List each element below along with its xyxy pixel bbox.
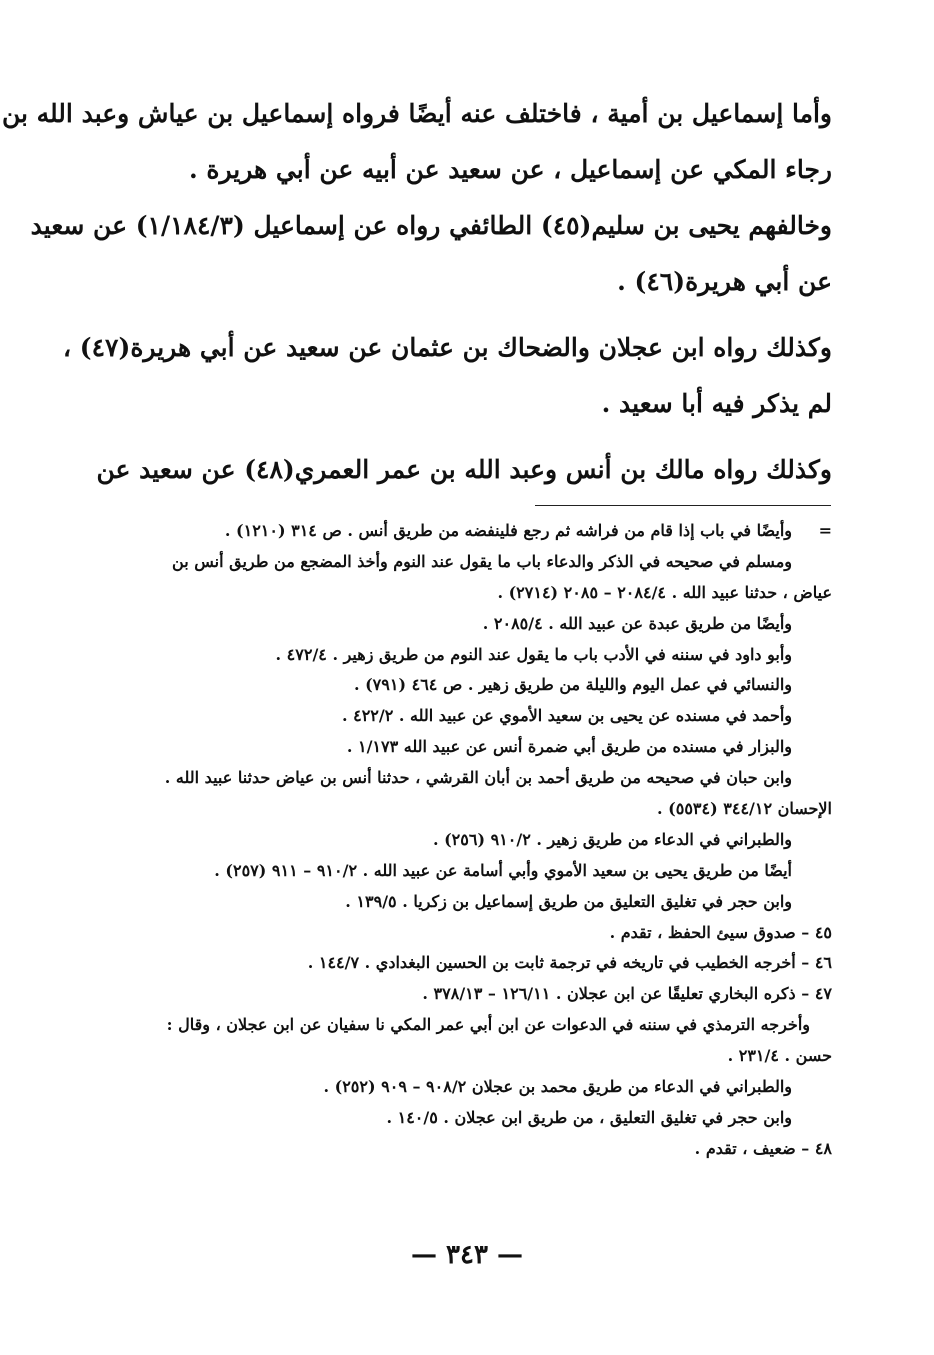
- footnote-46: ٤٦ – أخرجه الخطيب في تاريخه في ترجمة ثابت بن الحسين البغدادي . ١٤٤/٧ .: [307, 953, 832, 973]
- footnote-48: ٤٨ – ضعيف ، تقدم .: [694, 1138, 832, 1158]
- footnote-line: وأبو داود في سننه في الأدب باب ما يقول عند النوم من طريق زهير . ٤٧٢/٤ .: [275, 644, 792, 664]
- footnote-47: ٤٧ – ذكره البخاري تعليقًا عن ابن عجلان . ١٢٦/١١ – ٣٧٨/١٣ .: [422, 984, 832, 1004]
- body-line: لم يذكر فيه أبا سعيد .: [601, 389, 832, 418]
- footnote-line: والطبراني في الدعاء من طريق محمد بن عجلان ٩٠٨/٢ – ٩٠٩ (٢٥٢) .: [323, 1077, 792, 1097]
- body-line: عن أبي هريرة(٤٦) .: [617, 267, 832, 296]
- footnote-continuation-mark: =: [818, 521, 832, 540]
- body-line: رجاء المكي عن إسماعيل ، عن سعيد عن أبيه عن أبي هريرة .: [188, 155, 832, 184]
- body-line: وأما إسماعيل بن أمية ، فاختلف عنه أيضًا فرواه إسماعيل بن عياش وعبد الله بن: [1, 99, 832, 128]
- footnote-separator: [535, 505, 831, 506]
- footnote-line: والنسائي في عمل اليوم والليلة من طريق زهير . ص ٤٦٤ (٧٩١) .: [353, 675, 792, 695]
- footnote-line: عياض ، حدثنا عبيد الله . ٢٠٨٤/٤ – ٢٠٨٥ (٢٧١٤) .: [497, 582, 832, 602]
- footnotes: [118, 516, 832, 1165]
- footnote-line: وابن حبان في صحيحه من طريق أحمد بن أبان القرشي ، حدثنا أنس بن عياض حدثنا عبيد الله .: [164, 768, 792, 788]
- page-number: — ٣٤٣ —: [410, 1240, 524, 1270]
- footnote-line: والطبراني في الدعاء من طريق زهير . ٩١٠/٢ (٢٥٦) .: [432, 829, 792, 849]
- footnote-line: وأيضًا من طريق عبدة عن عبيد الله . ٢٠٨٥/٤ .: [482, 613, 792, 633]
- footnote-line: وابن حجر في تغليق التعليق ، من طريق ابن عجلان . ١٤٠/٥ .: [386, 1107, 792, 1127]
- footnote-line: والبزار في مسنده من طريق أبي ضمرة أنس عن عبيد الله ١/١٧٣ .: [346, 737, 792, 757]
- footnote-line: ومسلم في صحيحه في الذكر والدعاء باب ما يقول عند النوم وأخذ المضجع من طريق أنس بن: [172, 551, 792, 571]
- footnote-line: وأيضًا في باب إذا قام من فراشه ثم رجع فلينفضه من طريق أنس . ص ٣١٤ (١٢١٠) .: [224, 521, 792, 540]
- footnote-line: حسن . ٢٣١/٤ .: [727, 1046, 832, 1066]
- footnote-line: الإحسان ٣٤٤/١٢ (٥٥٣٤) .: [657, 799, 832, 819]
- footnote-line: وأحمد في مسنده عن يحيى بن سعيد الأموي عن عبيد الله . ٤٢٢/٢ .: [341, 706, 792, 726]
- footnote-line: وابن حجر في تغليق التعليق من طريق إسماعيل بن زكريا . ١٣٩/٥ .: [345, 891, 792, 911]
- body-line: وخالفهم يحيى بن سليم(٤٥) الطائفي رواه عن إسماعيل (١/١٨٤/٣) عن سعيد: [30, 211, 832, 240]
- footnote-45: ٤٥ – صدوق سيئ الحفظ ، تقدم .: [609, 922, 832, 942]
- footnote-line: أيضًا من طريق يحيى بن سعيد الأموي وأبي أسامة عن عبيد الله . ٩١٠/٢ – ٩١١ (٢٥٧) .: [214, 860, 792, 880]
- body-line: وكذلك رواه ابن عجلان والضحاك بن عثمان عن سعيد عن أبي هريرة(٤٧) ،: [63, 333, 832, 362]
- footnote-line: وأخرجه الترمذي في سننه في الدعوات عن ابن أبي عمر المكي نا سفيان عن ابن عجلان ، وقال :: [166, 1015, 810, 1035]
- body-line: وكذلك رواه مالك بن أنس وعبد الله بن عمر العمري(٤٨) عن سعيد عن: [96, 455, 832, 484]
- main-text: [1, 86, 832, 502]
